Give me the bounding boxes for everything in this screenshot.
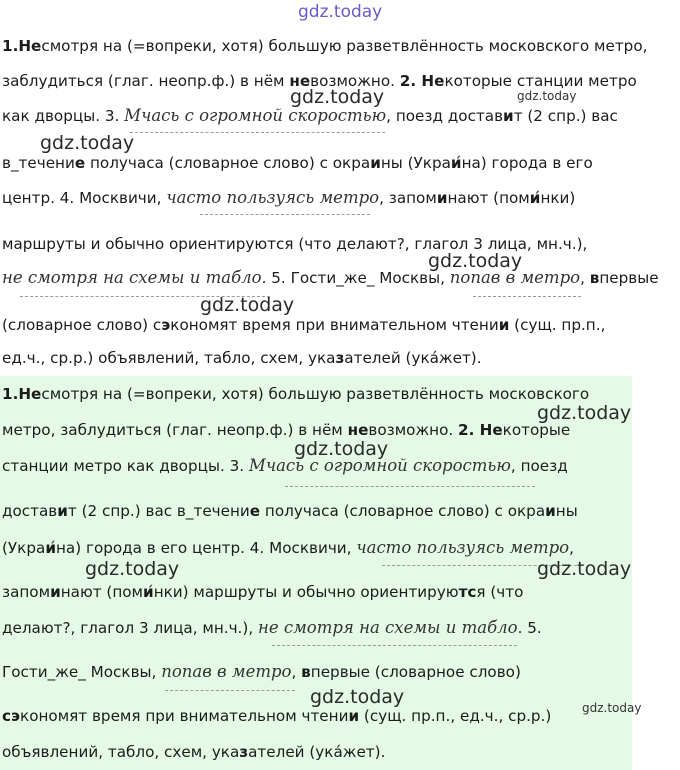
watermark: gdz.today <box>517 89 577 103</box>
underline-mark <box>200 214 370 215</box>
text-line: маршруты и обычно ориентируются (что делают?, глагол 3 лица, мн.ч.), <box>2 235 588 253</box>
watermark-top: gdz.today <box>298 2 383 22</box>
text-line: ед.ч., ср.р.) объявлений, табло, схем, указателей (ука́жет). <box>2 349 482 367</box>
text-line: в_течение получаса (словарное слово) с окраины (Украи́на) города в его <box>2 154 593 172</box>
text-line: как дворцы. 3. Мчась с огромной скоростью, поезд доставит (2 спр.) вас <box>2 106 618 125</box>
text-line: объявлений, табло, схем, указателей (ука́жет). <box>2 743 386 761</box>
watermark: gdz.today <box>310 686 405 708</box>
underline-mark <box>165 690 295 691</box>
watermark: gdz.today <box>537 558 632 580</box>
text-line: не смотря на схемы и табло. 5. Гости_же_ Москвы, попав в метро, впервые <box>2 268 659 287</box>
watermark: gdz.today <box>290 86 385 108</box>
underline-mark <box>285 486 535 487</box>
text-line: метро, заблудиться (глаг. неопр.ф.) в нём невозможно. 2. Некоторые <box>2 421 571 439</box>
text-line: станции метро как дворцы. 3. Мчась с огромной скоростью, поезд <box>2 456 568 475</box>
text-line: центр. 4. Москвичи, часто пользуясь метро, запоминают (поми́нки) <box>2 188 576 207</box>
watermark: gdz.today <box>537 402 632 424</box>
text-line: 1.Несмотря на (=вопреки, хотя) большую разветвлённость московского <box>2 385 590 403</box>
underline-mark <box>473 296 581 297</box>
watermark: gdz.today <box>85 558 180 580</box>
watermark: gdz.today <box>294 438 389 460</box>
text-line: делают?, глагол 3 лица, мн.ч.), не смотря на схемы и табло. 5. <box>2 618 542 637</box>
watermark: gdz.today <box>428 250 523 272</box>
text-line: (словарное слово) сэкономят время при внимательном чтении (сущ. пр.п., <box>2 316 606 334</box>
text-line: Гости_же_ Москвы, попав в метро, впервые (словарное слово) <box>2 662 521 681</box>
underline-mark <box>130 132 385 133</box>
underline-mark <box>272 645 517 646</box>
text-line: доставит (2 спр.) вас в_течение получаса (словарное слово) с окраины <box>2 502 578 520</box>
text-line: (Украи́на) города в его центр. 4. Москвичи, часто пользуясь метро, <box>2 538 574 557</box>
watermark: gdz.today <box>40 132 135 154</box>
text-line: запоминают (поми́нки) маршруты и обычно ориентируются (что <box>2 583 524 601</box>
watermark: gdz.today <box>582 701 642 715</box>
watermark: gdz.today <box>200 294 295 316</box>
text-line: сэкономят время при внимательном чтении (сущ. пр.п., ед.ч., ср.р.) <box>2 707 552 725</box>
text-line: заблудиться (глаг. неопр.ф.) в нём невозможно. 2. Некоторые станции метро <box>2 72 637 90</box>
text-line: 1.Несмотря на (=вопреки, хотя) большую разветвлённость московского метро, <box>2 37 648 55</box>
